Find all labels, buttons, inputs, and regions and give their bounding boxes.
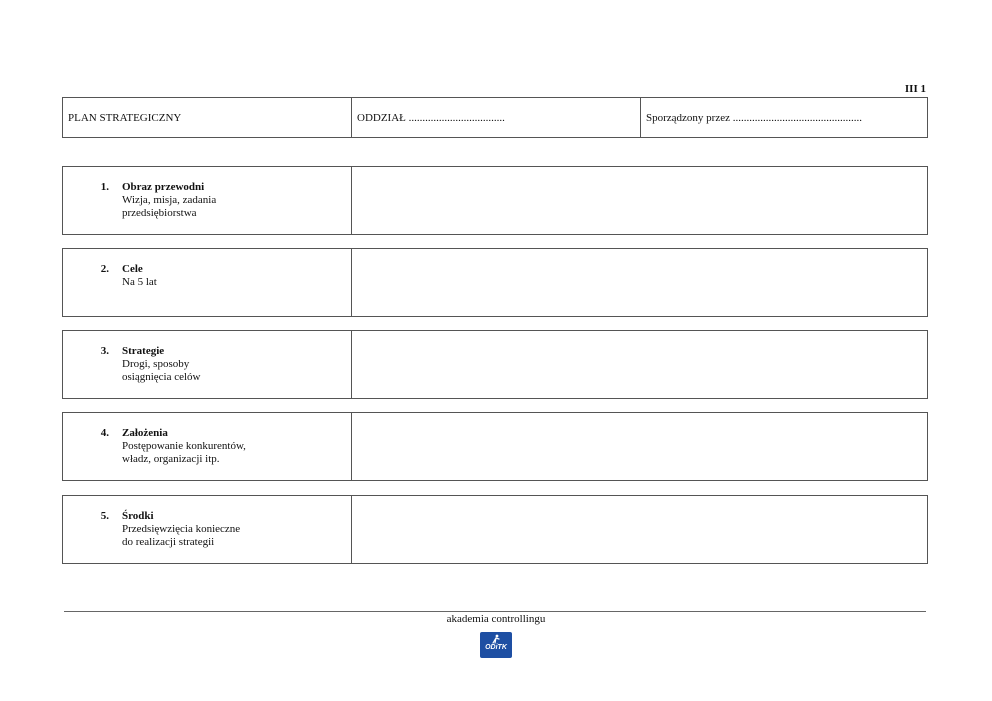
footer-divider bbox=[64, 611, 926, 612]
row-number: 2. bbox=[100, 263, 109, 275]
row-content-field[interactable] bbox=[352, 167, 927, 234]
row-text bbox=[121, 510, 240, 563]
plan-row-goals bbox=[62, 248, 928, 317]
row-title: Cele bbox=[122, 263, 143, 275]
row-text bbox=[121, 427, 246, 480]
row-text bbox=[121, 181, 216, 234]
header-table bbox=[62, 97, 928, 138]
row-description: Postępowanie konkurentów, władz, organizacji itp. bbox=[122, 440, 246, 465]
row-label bbox=[63, 167, 352, 234]
page-code: III 1 bbox=[904, 83, 926, 95]
row-content-field[interactable] bbox=[352, 249, 927, 316]
row-number: 1. bbox=[100, 181, 109, 193]
row-title: Założenia bbox=[122, 427, 168, 439]
plan-row-assumptions bbox=[62, 412, 928, 481]
plan-row-strategies bbox=[62, 330, 928, 399]
row-description: Wizja, misja, zadania przedsiębiorstwa bbox=[122, 194, 217, 219]
row-number: 4. bbox=[100, 427, 109, 439]
row-content-field[interactable] bbox=[352, 413, 927, 480]
row-label bbox=[63, 331, 352, 398]
row-description: Przedsięwzięcia konieczne do realizacji strategii bbox=[122, 523, 241, 548]
row-title: Obraz przewodni bbox=[122, 181, 205, 193]
row-title: Strategie bbox=[122, 345, 165, 357]
row-number: 5. bbox=[100, 510, 109, 522]
row-description: Na 5 lat bbox=[122, 276, 157, 288]
row-label bbox=[63, 413, 352, 480]
row-text bbox=[121, 345, 201, 398]
row-number: 3. bbox=[100, 345, 109, 357]
row-description: Drogi, sposoby osiągnięcia celów bbox=[122, 358, 201, 383]
row-content-field[interactable] bbox=[352, 496, 927, 563]
footer-text: akademia controllingu bbox=[446, 613, 546, 625]
logo-text: ODiTK bbox=[485, 644, 507, 651]
department-field[interactable]: ODDZIAŁ ................................... bbox=[351, 98, 640, 137]
plan-title-cell: PLAN STRATEGICZNY bbox=[68, 111, 182, 124]
row-label bbox=[63, 496, 352, 563]
oditk-logo bbox=[480, 632, 512, 658]
logo-figure-icon bbox=[490, 634, 502, 644]
prepared-by-field[interactable]: Sporządzony przez ............................................... bbox=[640, 98, 927, 137]
row-content-field[interactable] bbox=[352, 331, 927, 398]
plan-row-means bbox=[62, 495, 928, 564]
row-title: Środki bbox=[122, 510, 154, 522]
row-label bbox=[63, 249, 352, 316]
plan-row-vision bbox=[62, 166, 928, 235]
row-text bbox=[121, 263, 157, 316]
